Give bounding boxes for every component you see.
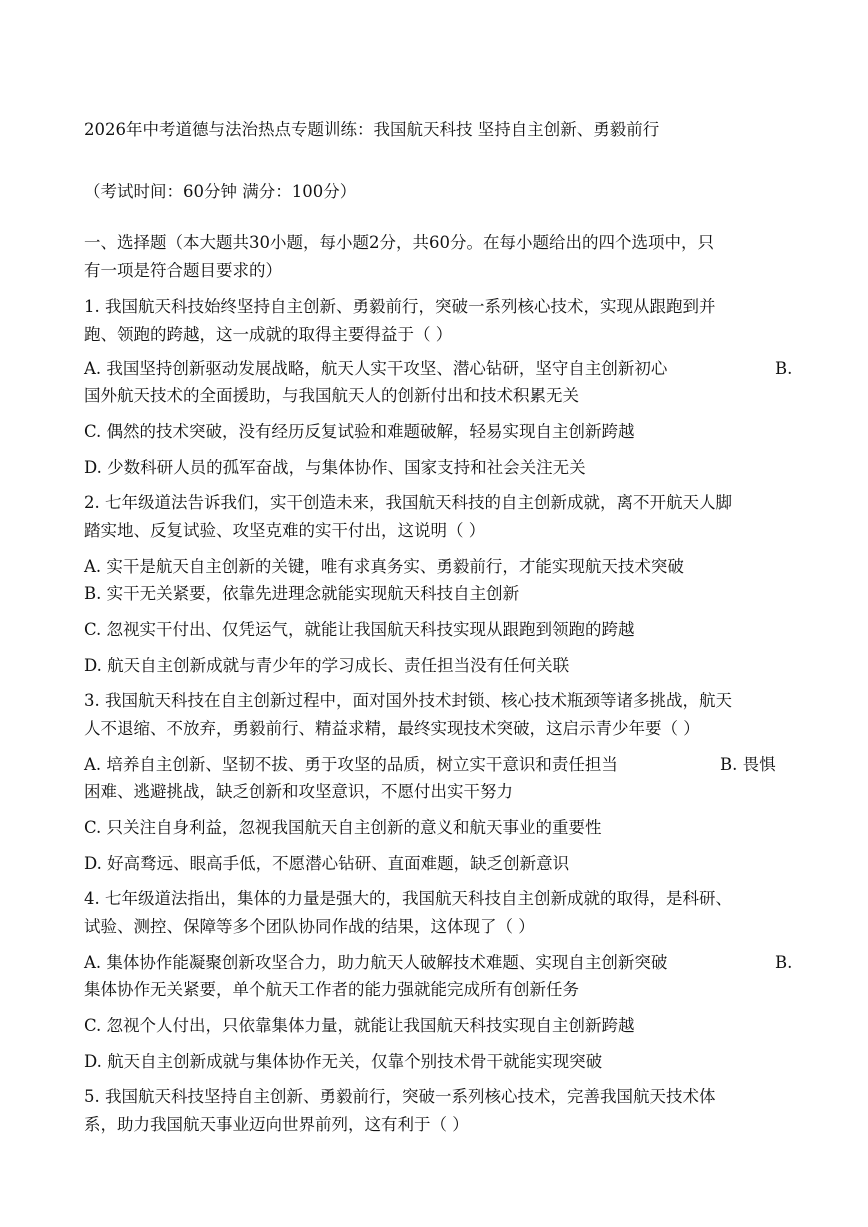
q1-option-c: C. 偶然的技术突破，没有经历反复试验和难题破解，轻易实现自主创新跨越	[84, 422, 635, 441]
q5-stem-line1: 5. 我国航天科技坚持自主创新、勇毅前行，突破一系列核心技术，完善我国航天技术体	[84, 1087, 716, 1106]
q1-stem-line1: 1. 我国航天科技始终坚持自主创新、勇毅前行，突破一系列核心技术，实现从跟跑到并	[84, 297, 716, 316]
q4-option-b-label: B.	[775, 953, 793, 972]
q2-option-a: A. 实干是航天自主创新的关键，唯有求真务实、勇毅前行，才能实现航天技术突破	[84, 557, 684, 576]
q1-option-a: A. 我国坚持创新驱动发展战略，航天人实干攻坚、潜心钻研，坚守自主创新初心	[84, 359, 668, 378]
q3-stem-line2: 人不退缩、不放弃，勇毅前行、精益求精，最终实现技术突破，这启示青少年要（ ）	[84, 719, 700, 738]
q1-option-b: 国外航天技术的全面援助，与我国航天人的创新付出和技术积累无关	[84, 386, 579, 405]
q2-option-b: B. 实干无关紧要，依靠先进理念就能实现航天科技自主创新	[84, 584, 520, 603]
q3-option-b-label: B. 畏惧	[720, 755, 776, 774]
q4-stem-line1: 4. 七年级道法指出，集体的力量是强大的，我国航天科技自主创新成就的取得，是科研、	[84, 889, 732, 908]
q1-option-d: D. 少数科研人员的孤军奋战，与集体协作、国家支持和社会关注无关	[84, 458, 586, 477]
q2-stem-line2: 踏实地、反复试验、攻坚克难的实干付出，这说明（ ）	[84, 521, 486, 540]
q3-option-a: A. 培养自主创新、坚韧不拔、勇于攻坚的品质，树立实干意识和责任担当	[84, 755, 618, 774]
q3-option-c: C. 只关注自身利益，忽视我国航天自主创新的意义和航天事业的重要性	[84, 818, 602, 837]
section-heading-line2: 有一项是符合题目要求的）	[84, 261, 282, 280]
q4-option-c: C. 忽视个人付出，只依靠集体力量，就能让我国航天科技实现自主创新跨越	[84, 1016, 635, 1035]
q1-option-b-label: B.	[775, 359, 793, 378]
exam-info: （考试时间：60分钟 满分：100分）	[84, 182, 357, 201]
q3-option-d: D. 好高骛远、眼高手低，不愿潜心钻研、直面难题，缺乏创新意识	[84, 854, 570, 873]
q3-option-b: 困难、逃避挑战，缺乏创新和攻坚意识，不愿付出实干努力	[84, 782, 513, 801]
q2-option-c: C. 忽视实干付出、仅凭运气，就能让我国航天科技实现从跟跑到领跑的跨越	[84, 620, 635, 639]
q4-option-d: D. 航天自主创新成就与集体协作无关，仅靠个别技术骨干就能实现突破	[84, 1052, 603, 1071]
q2-stem-line1: 2. 七年级道法告诉我们，实干创造未来，我国航天科技的自主创新成就，离不开航天人脚	[84, 493, 732, 512]
document-title: 2026年中考道德与法治热点专题训练：我国航天科技 坚持自主创新、勇毅前行	[84, 120, 660, 139]
q4-option-a: A. 集体协作能凝聚创新攻坚合力，助力航天人破解技术难题、实现自主创新突破	[84, 953, 668, 972]
q1-stem-line2: 跑、领跑的跨越，这一成就的取得主要得益于（ ）	[84, 325, 453, 344]
section-heading-line1: 一、选择题（本大题共30小题，每小题2分，共60分。在每小题给出的四个选项中，只	[84, 233, 714, 252]
q3-stem-line1: 3. 我国航天科技在自主创新过程中，面对国外技术封锁、核心技术瓶颈等诸多挑战，航天	[84, 691, 732, 710]
q4-option-b: 集体协作无关紧要，单个航天工作者的能力强就能完成所有创新任务	[84, 980, 579, 999]
q2-option-d: D. 航天自主创新成就与青少年的学习成长、责任担当没有任何关联	[84, 656, 570, 675]
q4-stem-line2: 试验、测控、保障等多个团队协同作战的结果，这体现了（ ）	[84, 917, 535, 936]
q5-stem-line2: 系，助力我国航天事业迈向世界前列，这有利于（ ）	[84, 1115, 469, 1134]
